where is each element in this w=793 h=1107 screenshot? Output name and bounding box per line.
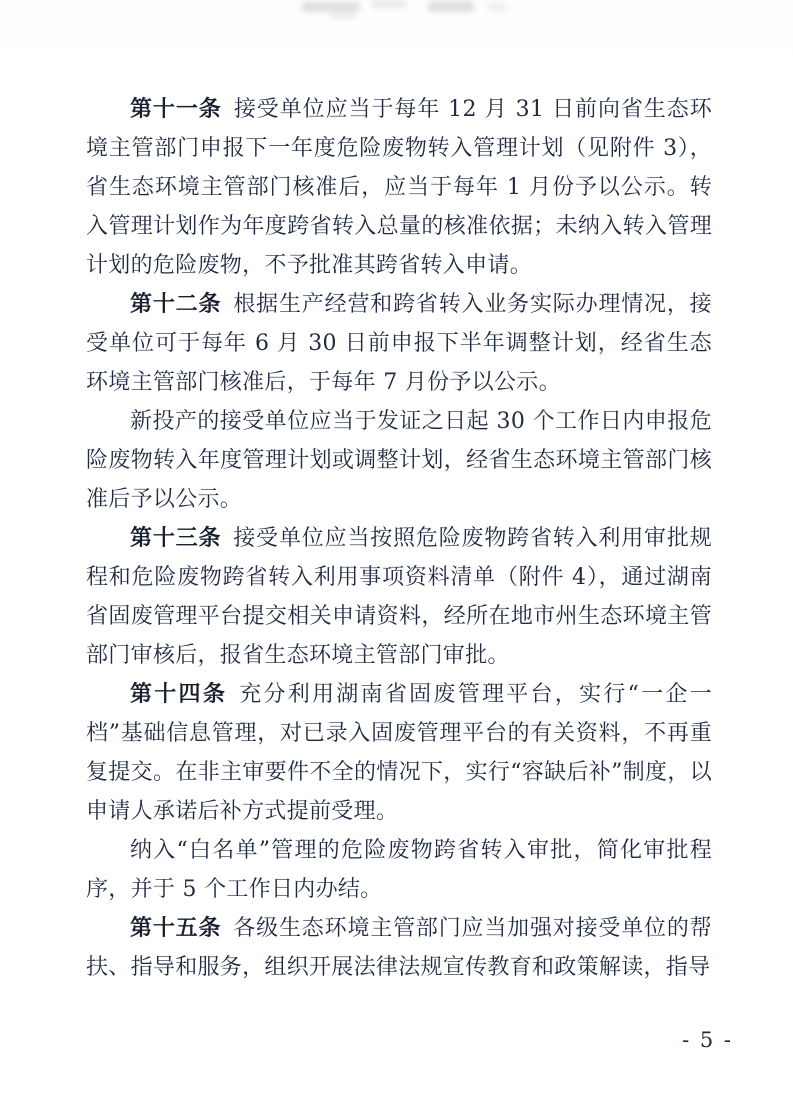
paragraph-article-15	[86, 909, 712, 987]
article-number: 第十二条	[130, 292, 222, 317]
scan-artifact	[428, 1, 474, 12]
article-number: 第十一条	[130, 97, 222, 122]
scan-artifact	[372, 0, 406, 8]
paragraph-article-12	[86, 285, 712, 402]
scan-artifact	[302, 2, 360, 12]
article-number: 第十五条	[130, 916, 222, 941]
paragraph-article-11	[86, 90, 712, 285]
page-number: - 5 -	[682, 1028, 733, 1052]
scan-artifact	[330, 13, 356, 19]
article-number: 第十四条	[130, 682, 228, 707]
paragraph-article-14	[86, 675, 712, 831]
paragraph-article-12-supplement	[86, 402, 712, 519]
paragraph-article-14-supplement	[86, 831, 712, 909]
paragraph-article-13	[86, 519, 712, 675]
paragraph-text: 新投产的接受单位应当于发证之日起 30 个工作日内申报危险废物转入年度管理计划或调整计划，经省生态环境主管部门核准后予以公示。	[86, 409, 712, 512]
paragraph-text: 根据生产经营和跨省转入业务实际办理情况，接受单位可于每年 6 月 30 日前申报下半年调整计划，经省生态环境主管部门核准后，于每年 7 月份予以公示。	[86, 292, 712, 395]
document-body	[86, 90, 712, 987]
scan-artifact	[488, 3, 506, 11]
paragraph-text: 纳入“白名单”管理的危险废物跨省转入审批，简化审批程序，并于 5 个工作日内办结。	[86, 838, 712, 902]
paragraph-text: 各级生态环境主管部门应当加强对接受单位的帮扶、指导和服务，组织开展法律法规宣传教育和政策解读，指导	[86, 916, 712, 980]
article-number: 第十三条	[130, 526, 222, 551]
paragraph-text: 充分利用湖南省固废管理平台，实行“一企一档”基础信息管理，对已录入固废管理平台的有关资料，不再重复提交。在非主审要件不全的情况下，实行“容缺后补”制度，以申请人承诺后补方式提前受理。	[86, 682, 712, 824]
paragraph-text: 接受单位应当按照危险废物跨省转入利用审批规程和危险废物跨省转入利用事项资料清单（附件 4），通过湖南省固废管理平台提交相关申请资料，经所在地市州生态环境主管部门审核后，报省生态环境主管部门审批。	[86, 526, 712, 668]
paragraph-text: 接受单位应当于每年 12 月 31 日前向省生态环境主管部门申报下一年度危险废物转入管理计划（见附件 3），省生态环境主管部门核准后，应当于每年 1 月份予以公示。转入管理计划作为年度跨省转入总量的核准依据；未纳入转入管理计划的危险废物，不予批准其跨省转入申请。	[86, 97, 713, 278]
